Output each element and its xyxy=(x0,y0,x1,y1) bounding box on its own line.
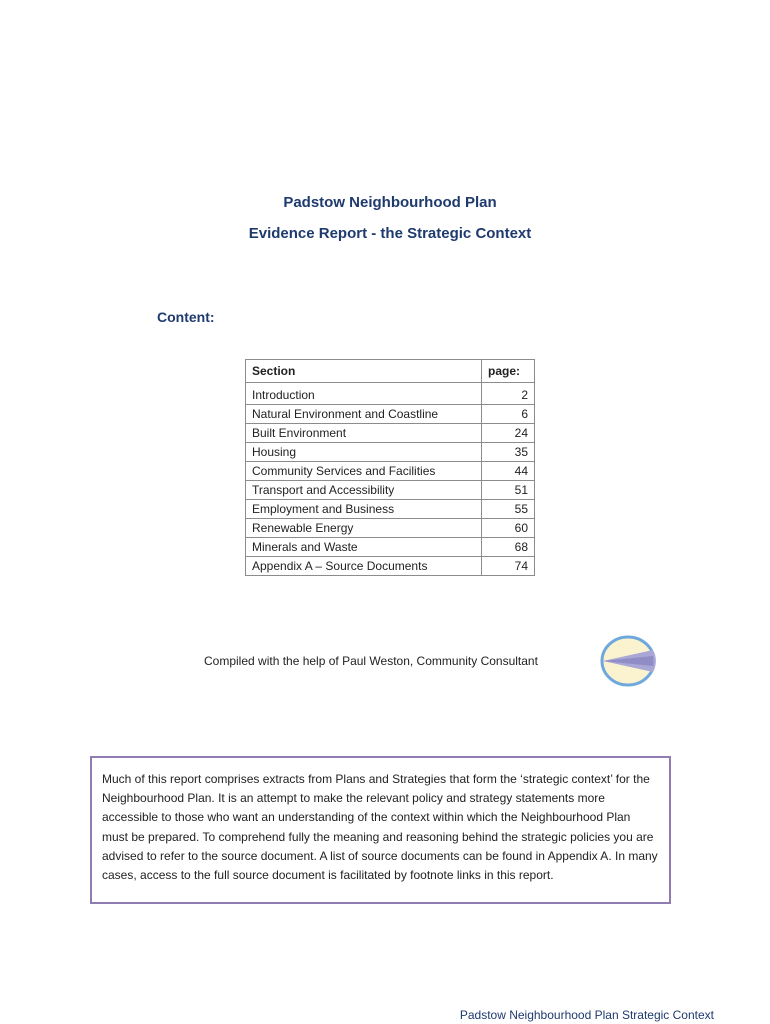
section-name: Transport and Accessibility xyxy=(246,481,482,500)
section-name: Built Environment xyxy=(246,424,482,443)
table-row xyxy=(246,424,535,443)
page-number: 44 xyxy=(482,462,535,481)
contents-heading: Content: xyxy=(157,309,215,325)
page-number: 6 xyxy=(482,405,535,424)
page-number: 55 xyxy=(482,500,535,519)
section-name: Housing xyxy=(246,443,482,462)
page-footer: Padstow Neighbourhood Plan Strategic Context xyxy=(459,1008,714,1022)
page-number: 24 xyxy=(482,424,535,443)
table-row xyxy=(246,443,535,462)
table-row xyxy=(246,383,535,405)
consultant-logo-icon xyxy=(599,634,657,688)
document-subtitle: Evidence Report - the Strategic Context xyxy=(248,225,532,242)
table-row xyxy=(246,405,535,424)
table-row xyxy=(246,538,535,557)
section-column-header: Section xyxy=(246,360,482,383)
disclaimer-box xyxy=(90,756,671,904)
table-row xyxy=(246,500,535,519)
section-name: Minerals and Waste xyxy=(246,538,482,557)
contents-table xyxy=(245,359,535,576)
section-name: Appendix A – Source Documents xyxy=(246,557,482,576)
document-title: Padstow Neighbourhood Plan xyxy=(283,194,497,211)
page-number: 74 xyxy=(482,557,535,576)
disclaimer-text: Much of this report comprises extracts from Plans and Strategies that form the ‘strategic context’ for the Neighbourhood Plan. It is an attempt to make the relevant policy and strategy statements more accessible to those who want an understanding of the context within which the Neighbourhood Plan must be prepared. To comprehend fully the meaning and reasoning behind the strategic policies you are advised to refer to the source document. A list of source documents can be found in Appendix A. In many cases, access to the full source document is facilitated by footnote links in this report. xyxy=(102,772,658,883)
contents-header-row xyxy=(246,360,535,383)
page-number: 51 xyxy=(482,481,535,500)
table-row xyxy=(246,519,535,538)
page-number: 68 xyxy=(482,538,535,557)
page-column-header: page: xyxy=(482,360,535,383)
section-name: Introduction xyxy=(246,383,482,405)
page-number: 2 xyxy=(482,383,535,405)
section-name: Natural Environment and Coastline xyxy=(246,405,482,424)
table-row xyxy=(246,557,535,576)
page-number: 60 xyxy=(482,519,535,538)
table-row xyxy=(246,462,535,481)
credit-line: Compiled with the help of Paul Weston, Community Consultant xyxy=(204,654,538,668)
section-name: Community Services and Facilities xyxy=(246,462,482,481)
page-number: 35 xyxy=(482,443,535,462)
table-row xyxy=(246,481,535,500)
section-name: Employment and Business xyxy=(246,500,482,519)
section-name: Renewable Energy xyxy=(246,519,482,538)
